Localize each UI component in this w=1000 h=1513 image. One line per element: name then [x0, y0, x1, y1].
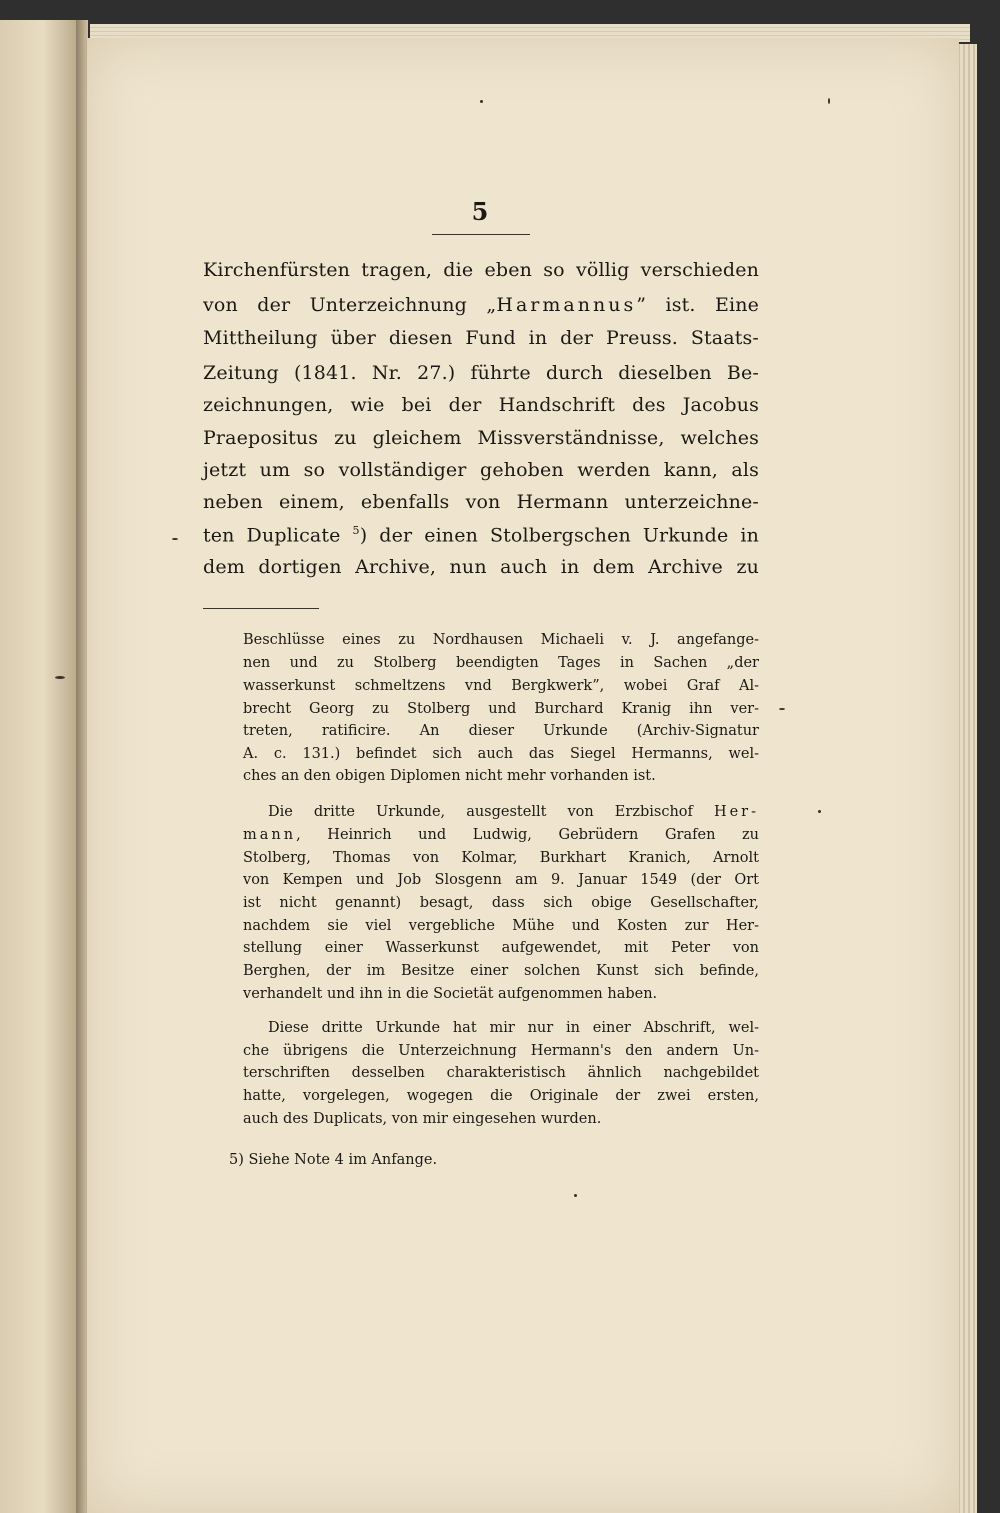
footnote-line: brecht Georg zu Stolberg und Burchard Kranig ihn ver-	[243, 701, 759, 717]
left-page-edge	[0, 20, 78, 1513]
main-text-line: jetzt um so vollständiger gehoben werden kann, als	[203, 459, 759, 481]
paper-speck	[574, 1194, 577, 1197]
paper-speck	[818, 810, 821, 813]
footnote-line: stellung einer Wasserkunst aufgewendet, mit Peter von	[243, 940, 759, 956]
footnote-line: ist nicht genannt) besagt, dass sich obige Gesellschafter,	[243, 895, 759, 911]
main-text-line	[203, 294, 759, 316]
paper-speck	[779, 708, 785, 710]
footnote-rule	[203, 608, 319, 609]
footnote-line: auch des Duplicats, von mir eingesehen wurden.	[243, 1111, 602, 1127]
footnote-line: Beschlüsse eines zu Nordhausen Michaeli v. J. angefange-	[243, 632, 759, 648]
footnote-line: che übrigens die Unterzeichnung Hermann's den andern Un-	[243, 1043, 759, 1059]
footnote-line: hatte, vorgelegen, wogegen die Originale der zwei ersten,	[243, 1088, 759, 1104]
footnote-line: Berghen, der im Besitze einer solchen Kunst sich befinde,	[243, 963, 759, 979]
footnote-line: von Kempen und Job Slosgenn am 9. Januar 1549 (der Ort	[243, 872, 759, 888]
footnote-line: ches an den obigen Diplomen nicht mehr vorhanden ist.	[243, 768, 656, 784]
main-text-segment: ” ist. Eine	[636, 294, 759, 316]
page-number-rule	[432, 234, 530, 235]
main-text-line: Zeitung (1841. Nr. 27.) führte durch dieselben Be-	[203, 362, 759, 384]
footnote-line: treten, ratificire. An dieser Urkunde (Archiv-Signatur	[243, 723, 759, 739]
paper-speck	[828, 98, 830, 104]
main-text-line	[203, 524, 759, 546]
footnote-line	[268, 804, 759, 820]
main-text-segment: ten Duplicate	[203, 524, 353, 547]
footnote-reference: 5	[352, 524, 360, 537]
footnote-line: Stolberg, Thomas von Kolmar, Burkhart Kranich, Arnolt	[243, 850, 759, 866]
main-text-line: Kirchenfürsten tragen, die eben so völlig verschieden	[203, 259, 759, 281]
footnote-line: A. c. 131.) befindet sich auch das Siegel Hermanns, wel-	[243, 746, 759, 762]
footnote-line: wasserkunst schmeltzens vnd Bergkwerk”, wobei Graf Al-	[243, 678, 759, 694]
footnote-segment: Die dritte Urkunde, ausgestellt von Erzbischof	[268, 804, 714, 820]
emphasized-word: Harmannus	[496, 294, 637, 316]
paper-speck	[55, 676, 65, 679]
footnote-5: 5) Siehe Note 4 im Anfange.	[229, 1152, 438, 1168]
footnote-segment: , Heinrich und Ludwig, Gebrüdern Grafen zu	[296, 827, 759, 843]
page-number: 5	[471, 197, 489, 226]
footnote-line	[243, 827, 759, 843]
emphasized-word: mann	[243, 827, 297, 843]
main-text-line: neben einem, ebenfalls von Hermann unterzeichne-	[203, 491, 759, 513]
main-text-line: zeichnungen, wie bei der Handschrift des Jacobus	[203, 394, 759, 416]
main-text-line: Mittheilung über diesen Fund in der Preuss. Staats-	[203, 327, 759, 349]
paper-speck	[172, 538, 178, 540]
main-text-segment: ) der einen Stolbergschen Urkunde in	[359, 524, 759, 547]
footnote-line: Diese dritte Urkunde hat mir nur in einer Abschrift, wel-	[268, 1020, 759, 1036]
emphasized-word: Her-	[713, 804, 759, 820]
main-text-line: Praepositus zu gleichem Missverständnisse, welches	[203, 427, 759, 449]
main-text-segment: von der Unterzeichnung „	[203, 294, 497, 316]
footnote-line: verhandelt und ihn in die Societät aufgenommen haben.	[243, 986, 658, 1002]
footnote-line: terschriften desselben charakteristisch ähnlich nachgebildet	[243, 1065, 759, 1081]
footnote-line: nen und zu Stolberg beendigten Tages in Sachen „der	[243, 655, 759, 671]
paper-speck	[480, 100, 483, 103]
footnote-line: nachdem sie viel vergebliche Mühe und Kosten zur Her-	[243, 918, 759, 934]
main-text-line: dem dortigen Archive, nun auch in dem Archive zu	[203, 556, 759, 578]
